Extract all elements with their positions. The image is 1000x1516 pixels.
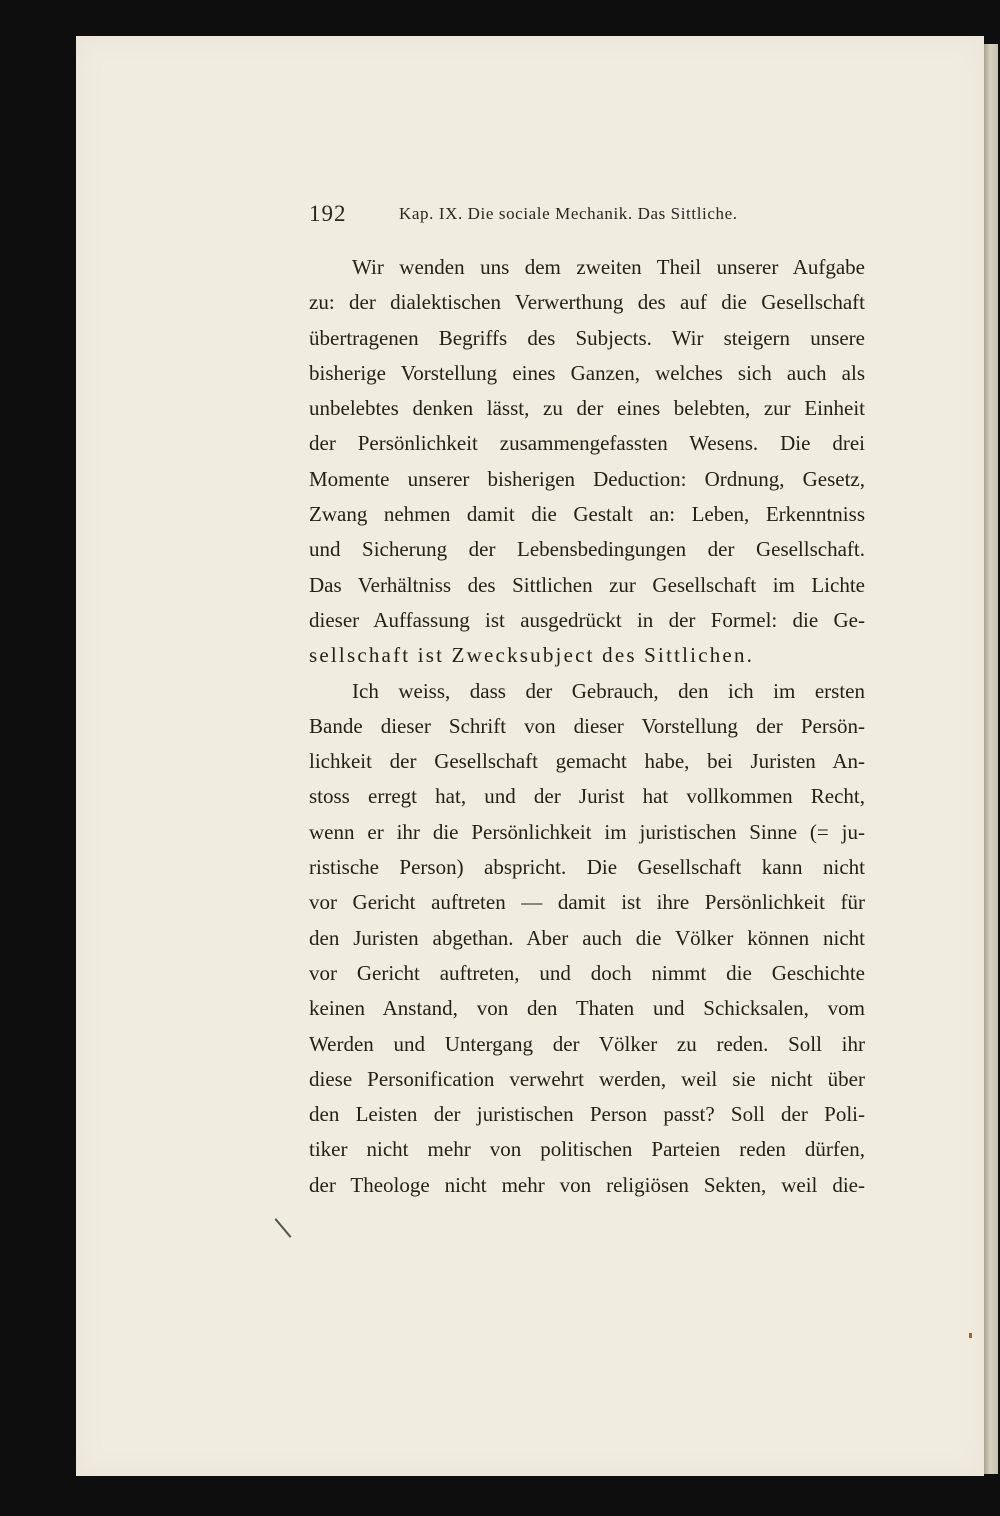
text-line: bisherige Vorstellung eines Ganzen, welches sich auch als (309, 360, 865, 385)
text-line: den Leisten der juristischen Person passt? Soll der Poli- (309, 1102, 865, 1127)
text-line: stoss erregt hat, und der Jurist hat vollkommen Recht, (309, 784, 865, 809)
text-line: Ich weiss, dass der Gebrauch, den ich im ersten (352, 678, 865, 703)
text-line: übertragenen Begriffs des Subjects. Wir steigern unsere (309, 325, 865, 350)
text-line: den Juristen abgethan. Aber auch die Völker können nicht (309, 925, 865, 950)
page-edge (984, 44, 998, 1474)
paragraph-2 (309, 674, 865, 1203)
text-line: vor Gericht auftreten — damit ist ihre Persönlichkeit für (309, 890, 865, 915)
text-line: diese Personification verwehrt werden, weil sie nicht über (309, 1066, 865, 1091)
text-line: sellschaft ist Zwecksubject des Sittlichen. (309, 643, 755, 668)
text-line: tiker nicht mehr von politischen Parteien reden dürfen, (309, 1137, 865, 1162)
running-title: Kap. IX. Die sociale Mechanik. Das Sittliche. (399, 204, 738, 223)
text-line: ristische Person) abspricht. Die Gesellschaft kann nicht (309, 855, 865, 880)
text-line: der Theologe nicht mehr von religiösen Sekten, weil die- (309, 1172, 865, 1197)
paragraph-1 (309, 250, 865, 674)
text-line: lichkeit der Gesellschaft gemacht habe, bei Juristen An- (309, 749, 865, 774)
body-text (309, 250, 865, 1203)
text-line: vor Gericht auftreten, und doch nimmt die Geschichte (309, 960, 865, 985)
text-line: Bande dieser Schrift von dieser Vorstellung der Persön- (309, 713, 865, 738)
text-line: Zwang nehmen damit die Gestalt an: Leben, Erkenntniss (309, 502, 865, 527)
text-line: und Sicherung der Lebensbedingungen der Gesellschaft. (309, 537, 865, 562)
text-line: dieser Auffassung ist ausgedrückt in der Formel: die Ge- (309, 607, 865, 632)
text-line: Momente unserer bisherigen Deduction: Ordnung, Gesetz, (309, 466, 865, 491)
stray-ink-dot (969, 1333, 972, 1338)
text-line: Wir wenden uns dem zweiten Theil unserer Aufgabe (352, 255, 865, 279)
text-line: wenn er ihr die Persönlichkeit im juristischen Sinne (= ju- (309, 819, 865, 844)
text-line: unbelebtes denken lässt, zu der eines belebten, zur Einheit (309, 396, 865, 421)
text-line: Werden und Untergang der Völker zu reden. Soll ihr (309, 1031, 865, 1056)
text-line: der Persönlichkeit zusammengefassten Wesens. Die drei (309, 431, 865, 456)
text-line: zu: der dialektischen Verwerthung des auf die Gesellschaft (309, 290, 865, 315)
text-line: Das Verhältniss des Sittlichen zur Gesellschaft im Lichte (309, 572, 865, 597)
text-line: keinen Anstand, von den Thaten und Schicksalen, vom (309, 996, 865, 1021)
page-number: 192 (309, 201, 347, 226)
